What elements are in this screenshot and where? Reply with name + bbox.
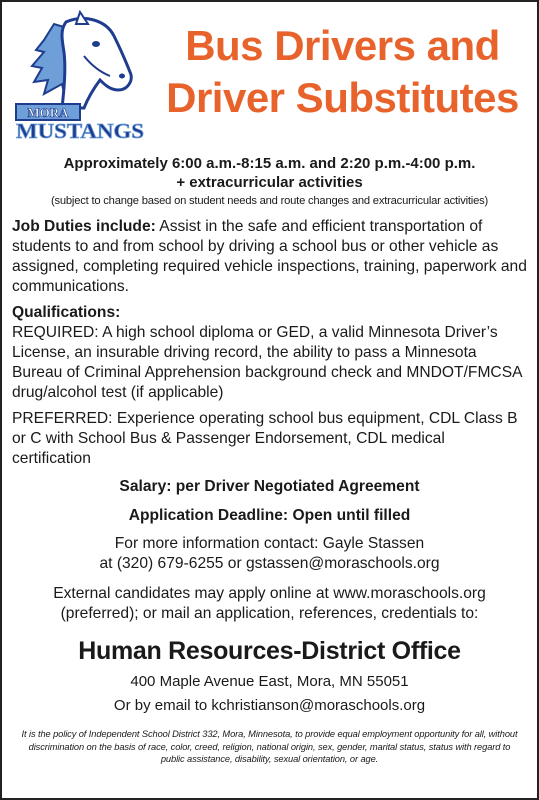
job-duties-label: Job Duties include: — [12, 218, 156, 235]
ad-header — [12, 2, 527, 154]
mora-mustangs-logo — [14, 10, 152, 140]
deadline-line: Application Deadline: Open until filled — [128, 507, 411, 524]
title-line-2: Driver Substitutes — [166, 74, 519, 121]
qualifications-heading: Qualifications: — [12, 304, 121, 321]
office-name: Human Resources-District Office — [78, 637, 461, 665]
hours-line-2: + extracurricular activities — [176, 174, 363, 191]
horse-head-icon — [62, 18, 131, 108]
title-line-1: Bus Drivers and — [185, 22, 500, 69]
office-address: 400 Maple Avenue East, Mora, MN 55051 — [130, 673, 409, 690]
external-line-1: External candidates may apply online at www.moraschools.org — [53, 585, 486, 602]
contact-info — [12, 534, 527, 574]
horse-eye-icon — [92, 41, 100, 47]
job-duties — [12, 217, 527, 297]
job-duties-text: Assist in the safe and efficient transportation of students to and from school by driving a school bus or other vehicle as assigned, completing required vehicle inspections, training, paperwork and communications. — [12, 218, 527, 295]
hours-note: (subject to change based on student needs and route changes and extracurricular activities) — [50, 195, 489, 207]
contact-line-2: at (320) 679-6255 or gstassen@moraschools.org — [99, 555, 440, 572]
salary-line: Salary: per Driver Negotiated Agreement — [119, 478, 420, 495]
page-title — [162, 20, 523, 124]
qualifications-required: REQUIRED: A high school diploma or GED, a valid Minnesota Driver’s License, an insurable driving record, the ability to pass a Minnesota Bureau of Criminal Apprehension background check and MNDOT/FMCSA drug/alcohol test (if applicable) — [12, 324, 522, 401]
qualifications-preferred: PREFERRED: Experience operating school bus equipment, CDL Class B or C with School Bus & Passenger Endorsement, CDL medical certification — [12, 410, 518, 467]
eeo-policy: It is the policy of Independent School District 332, Mora, Minnesota, to provide equal employment opportunity for all, without discrimination on the basis of race, color, creed, religion, national origin, sex, gender, marital status, status with regard to public assistance, disability, sexual orientation, or age. — [21, 729, 518, 764]
logo-mustangs-text: MUSTANGS — [16, 119, 144, 140]
logo-mora-text: MORA — [27, 105, 69, 120]
office-email-line: Or by email to kchristianson@moraschools.org — [113, 697, 426, 714]
hours-line-1: Approximately 6:00 a.m.-8:15 a.m. and 2:20 p.m.-4:00 p.m. — [63, 155, 476, 172]
external-candidates — [12, 584, 527, 624]
contact-line-1: For more information contact: Gayle Stassen — [114, 535, 425, 552]
horse-nostril-icon — [119, 74, 125, 79]
external-line-2: (preferred); or mail an application, references, credentials to: — [60, 605, 479, 622]
